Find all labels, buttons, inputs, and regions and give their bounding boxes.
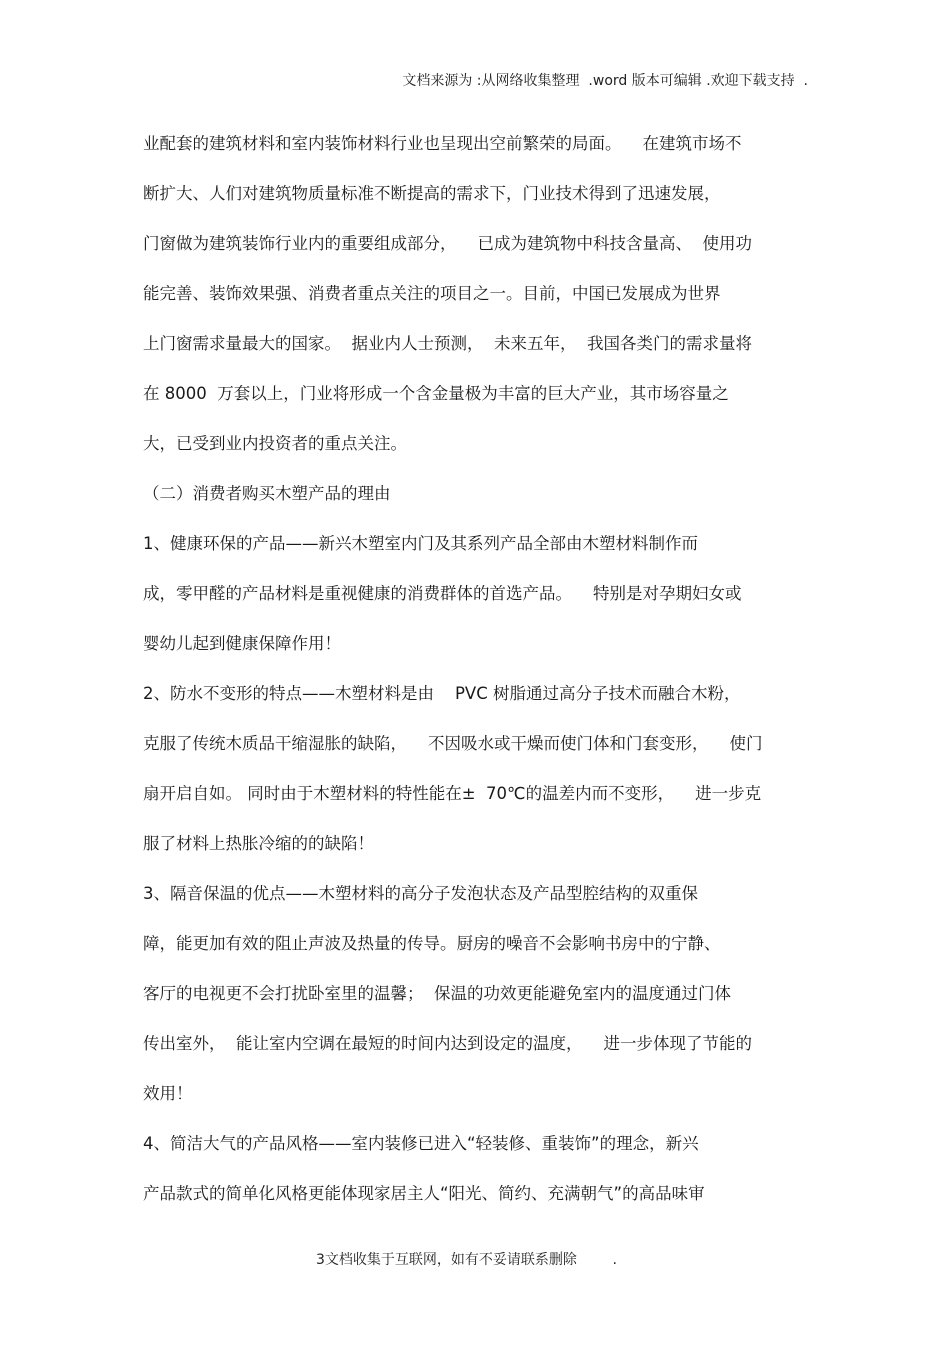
text-line: 2、防水不变形的特点——木塑材料是由 PVC 树脂通过高分子技术而融合木粉， — [143, 684, 741, 703]
text-line: 在 8000 万套以上，门业将形成一个含金量极为丰富的巨大产业，其市场容量之 — [143, 384, 729, 403]
text-line: 成，零甲醛的产品材料是重视健康的消费群体的首选产品。 特别是对孕期妇女或 — [143, 584, 742, 603]
text-line: 产品款式的简单化风格更能体现家居主人“阳光、简约、充满朝气”的高品味审 — [143, 1184, 705, 1203]
text-line: 3、隔音保温的优点——木塑材料的高分子发泡状态及产品型腔结构的双重保 — [143, 884, 698, 903]
text-line: 断扩大、人们对建筑物质量标准不断提高的需求下，门业技术得到了迅速发展， — [143, 184, 721, 203]
section-heading: （二）消费者购买木塑产品的理由 — [143, 484, 391, 503]
text-line: 1、健康环保的产品——新兴木塑室内门及其系列产品全部由木塑材料制作而 — [143, 534, 698, 553]
text-line: 效用！ — [143, 1084, 193, 1103]
text-line: 障，能更加有效的阻止声波及热量的传导。厨房的噪音不会影响书房中的宁静、 — [143, 934, 721, 953]
text-line: 业配套的建筑材料和室内装饰材料行业也呈现出空前繁荣的局面。 在建筑市场不 — [143, 134, 742, 153]
text-line: 婴幼儿起到健康保障作用！ — [143, 634, 341, 653]
text-line: 能完善、装饰效果强、消费者重点关注的项目之一。目前，中国已发展成为世界 — [143, 284, 721, 303]
text-line: 门窗做为建筑装饰行业内的重要组成部分， 已成为建筑物中科技含量高、 使用功 — [143, 234, 752, 253]
text-line: 大，已受到业内投资者的重点关注。 — [143, 434, 407, 453]
text-line: 上门窗需求量最大的国家。 据业内人士预测， 未来五年， 我国各类门的需求量将 — [143, 334, 752, 353]
page-header: 文档来源为 :从网络收集整理 .word 版本可编辑 .欢迎下载支持 . — [402, 73, 808, 89]
page-footer: 3文档收集于互联网，如有不妥请联系删除 . — [316, 1252, 617, 1268]
text-line: 传出室外， 能让室内空调在最短的时间内达到设定的温度， 进一步体现了节能的 — [143, 1034, 752, 1053]
text-line: 4、简洁大气的产品风格——室内装修已进入“轻装修、重装饰”的理念，新兴 — [143, 1134, 699, 1153]
text-line: 客厅的电视更不会打扰卧室里的温馨； 保温的功效更能避免室内的温度通过门体 — [143, 984, 731, 1003]
text-line: 服了材料上热胀冷缩的的缺陷！ — [143, 834, 374, 853]
text-line: 克服了传统木质品干缩湿胀的缺陷， 不因吸水或干燥而使门体和门套变形， 使门 — [143, 734, 763, 753]
text-line: 扇开启自如。 同时由于木塑材料的特性能在± 70℃的温差内而不变形， 进一步克 — [143, 784, 762, 803]
